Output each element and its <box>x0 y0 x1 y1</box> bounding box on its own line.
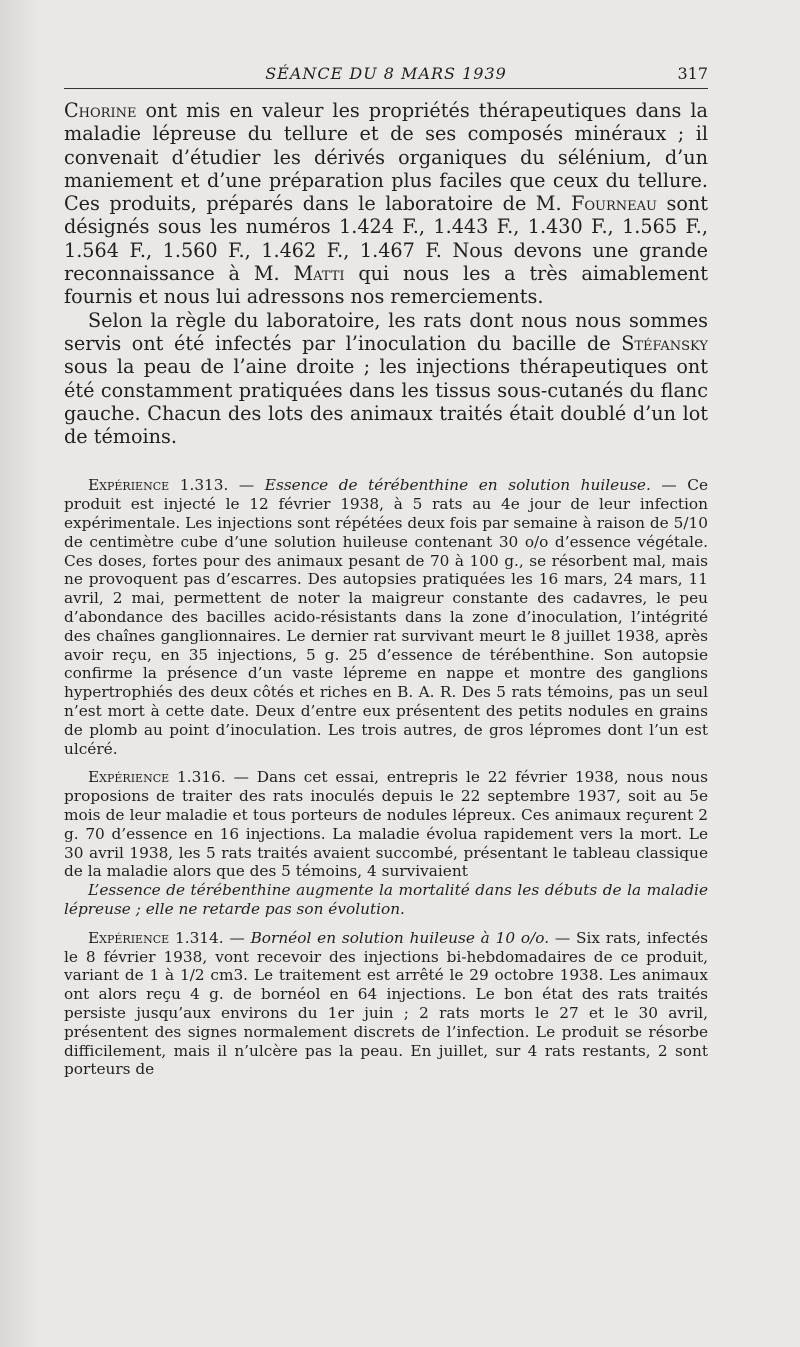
experiment-conclusion: L’essence de térébenthine augmente la mortalité dans les débuts de la maladie lépreuse ; elle ne retarde pas son évolution. <box>64 881 708 918</box>
experiment-heading: Essence de térébenthine en solution huileuse. <box>264 476 651 495</box>
experiment-label: Expérience <box>88 768 170 787</box>
intro-paragraph-1 <box>64 99 708 309</box>
experiment-number: 1.313. — <box>169 476 265 495</box>
experiments-section <box>64 476 708 1079</box>
experiment-text: Dans cet essai, entrepris le 22 février 1938, nous nous proposions de traiter des rats inoculés depuis le 22 septembre 1937, soit au 5e mois de leur maladie et tous porteurs de nodules lépreux. Ces animaux reçurent 2 g. 70 d’essence en 16 injections. La maladie évolua rapidement vers la mort. Le 30 avril 1938, les 5 rats traités avaient succombé, présentant le tableau classique de la maladie alors que des 5 témoins, 4 survivaient <box>64 768 708 881</box>
experiment-number: 1.314. — <box>169 928 251 947</box>
page-number: 317 <box>677 64 708 83</box>
experiment-heading: Bornéol en solution huileuse à 10 o/o. <box>250 928 550 947</box>
author-name-chorine: Chorine <box>64 99 137 122</box>
author-name-matti: Matti <box>293 262 345 286</box>
experiment-text: — Six rats, infectés le 8 février 1938, vont recevoir des injections bi-hebdomadaires de ce produit, variant de 1 à 1/2 cm3. Le traitement est arrêté le 29 octobre 1938. Les animaux ont alors reçu 4 g. de bornéol en 64 injections. Le bon état des rats traités persiste jusqu’aux environs du 1er juin ; 2 rats morts le 27 et le 30 avril, présentent des signes normalement discrets de l’infection. Le produit se résorbe difficilement, mais il n’ulcère pas la peau. En juillet, sur 4 rats restants, 2 sont porteurs de <box>64 928 708 1079</box>
page-gutter <box>0 0 40 1347</box>
intro-text-1b: sont désignés sous les numéros 1.424 F., 1.443 F., 1.430 F., 1.565 F., 1.564 F., 1.560 F., 1.462 F., 1.467 F. Nous devons une grande reconnaissance à M. <box>64 192 708 286</box>
running-title: SÉANCE DU 8 MARS 1939 <box>265 64 507 83</box>
experiment-label: Expérience <box>88 928 170 947</box>
experiment-1314 <box>64 929 708 1079</box>
author-name-fourneau: Fourneau <box>571 192 658 216</box>
intro-paragraph-2 <box>64 309 708 449</box>
experiment-1313 <box>64 476 708 758</box>
running-header <box>64 58 708 89</box>
intro-text-2b: sous la peau de l’aine droite ; les injections thérapeutiques ont été constamment pratiquées dans les tissus sous-cutanés du flanc gauche. Chacun des lots des animaux traités était doublé d’un lot de témoins. <box>64 355 708 449</box>
author-name-stefansky: Stéfansky <box>621 331 708 355</box>
experiment-label: Expérience <box>88 476 170 495</box>
experiment-text: — Ce produit est injecté le 12 février 1938, à 5 rats au 4e jour de leur infection expérimentale. Les injections sont répétées deux fois par semaine à raison de 5/10 de centimètre cube d’une solution huileuse contenant 30 o/o d’essence végétale. Ces doses, fortes pour des animaux pesant de 70 à 100 g., se résorbent mal, mais ne provoquent pas d’escarres. Des autopsies pratiquées les 16 mars, 24 mars, 11 avril, 2 mai, permettent de noter la maigreur constante des cadavres, le peu d’abondance des bacilles acido-résistants dans la zone d’inoculation, l’intégrité des chaînes ganglionnaires. Le dernier rat survivant meurt le 8 juillet 1938, après avoir reçu, en 35 injections, 5 g. 25 d’essence de térébenthine. Son autopsie confirme la présence d’un vaste lépreme en nappe et montre des ganglions hypertrophiés des deux côtés et riches en B. A. R. Des 5 rats témoins, pas un seul n’est mort à cette date. Deux d’entre eux présentent des petits nodules en grains de plomb au point d’inoculation. Les trois autres, de gros lépromes dont l’un est ulcéré. <box>64 476 709 758</box>
intro-text-1c: qui nous les a très aimablement fournis et nous lui adressons nos remerciements. <box>64 262 708 309</box>
intro-text-2a: Selon la règle du laboratoire, les rats dont nous nous sommes servis ont été infectés par l’inoculation du bacille de <box>64 308 708 355</box>
experiment-1316 <box>64 768 708 881</box>
intro-text-1a: ont mis en valeur les propriétés thérapeutiques dans la maladie lépreuse du tellure et de ses composés minéraux ; il convenait d’étudier les dérivés organiques du sélénium, d’un maniement et d’une préparation plus faciles que ceux du tellure. Ces produits, préparés dans le laboratoire de M. <box>64 99 708 216</box>
page-body <box>64 99 708 1079</box>
book-page <box>64 58 708 1079</box>
experiment-number: 1.316. — <box>169 768 257 787</box>
intro-section <box>64 99 708 448</box>
